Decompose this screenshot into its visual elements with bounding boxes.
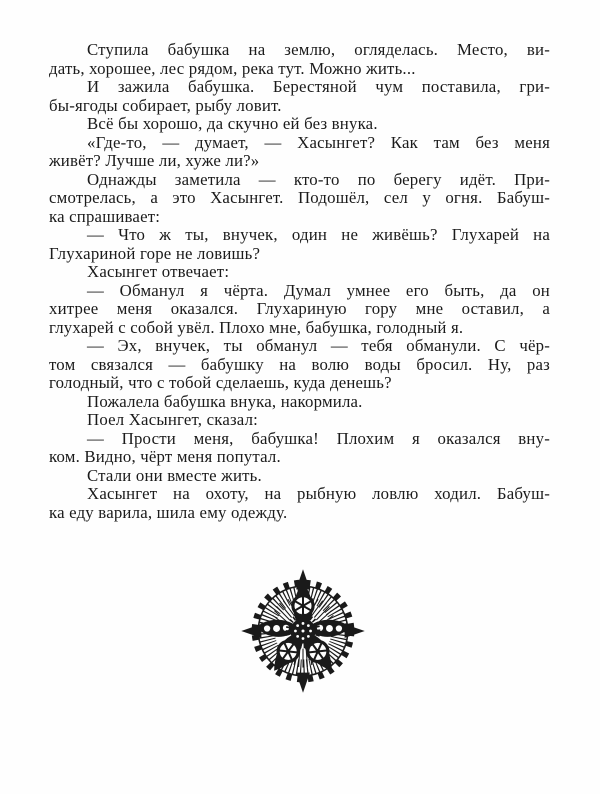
text-line: — Эх, внучек, ты обманул — тебя обманули. С чёр-: [87, 337, 550, 355]
text-line: ка еду варила, шила ему одежду.: [49, 503, 288, 522]
text-line: — Что ж ты, внучек, один не живёшь? Глухарей на: [87, 226, 550, 244]
flower-rosette-icon: [240, 568, 366, 694]
text-line: хитрее меня оказался. Глухариную гору мне оставил, а: [49, 300, 550, 318]
text-line: бы-ягоды собирает, рыбу ловит.: [49, 96, 282, 115]
text-line: глухарей с собой увёл. Плохо мне, бабушка, голодный я.: [49, 318, 464, 337]
text-line: Глухариной горе не ловишь?: [49, 244, 261, 263]
story-text: [49, 41, 550, 522]
text-line: Пожалела бабушка внука, накормила.: [87, 392, 363, 411]
text-line: Однажды заметила — кто-то по берегу идёт. При-: [87, 170, 550, 189]
text-line: Хасынгет отвечает:: [87, 263, 230, 281]
text-line: Всё бы хорошо, да скучно ей без внука.: [87, 115, 378, 133]
text-line: ком. Видно, чёрт меня попутал.: [49, 448, 281, 466]
text-line: том связался — бабушку на волю воды бросил. Ну, раз: [49, 355, 550, 374]
text-line: И зажила бабушка. Берестяной чум поставила, гри-: [87, 78, 550, 96]
text-line: ка спрашивает:: [49, 207, 161, 226]
text-line: Поел Хасынгет, сказал:: [87, 411, 259, 429]
text-line: Стали они вместе жить.: [87, 466, 262, 485]
rosette-tailpiece-ornament: [240, 568, 366, 694]
text-line: — Обманул я чёрта. Думал умнее его быть, да он: [87, 281, 550, 300]
text-line: голодный, что с тобой сделаешь, куда денешь?: [49, 374, 392, 392]
text-line: живёт? Лучше ли, хуже ли?»: [49, 152, 260, 170]
text-line: Ступила бабушка на землю, огляделась. Место, ви-: [87, 41, 550, 59]
text-line: дать, хорошее, лес рядом, река тут. Можно жить...: [49, 59, 416, 78]
text-line: смотрелась, а это Хасынгет. Подошёл, сел у огня. Бабуш-: [49, 189, 550, 207]
text-line: — Прости меня, бабушка! Плохим я оказался вну-: [87, 429, 550, 448]
text-line: Хасынгет на охоту, на рыбную ловлю ходил. Бабуш-: [87, 485, 550, 503]
text-line: «Где-то, — думает, — Хасынгет? Как там без меня: [87, 133, 550, 152]
